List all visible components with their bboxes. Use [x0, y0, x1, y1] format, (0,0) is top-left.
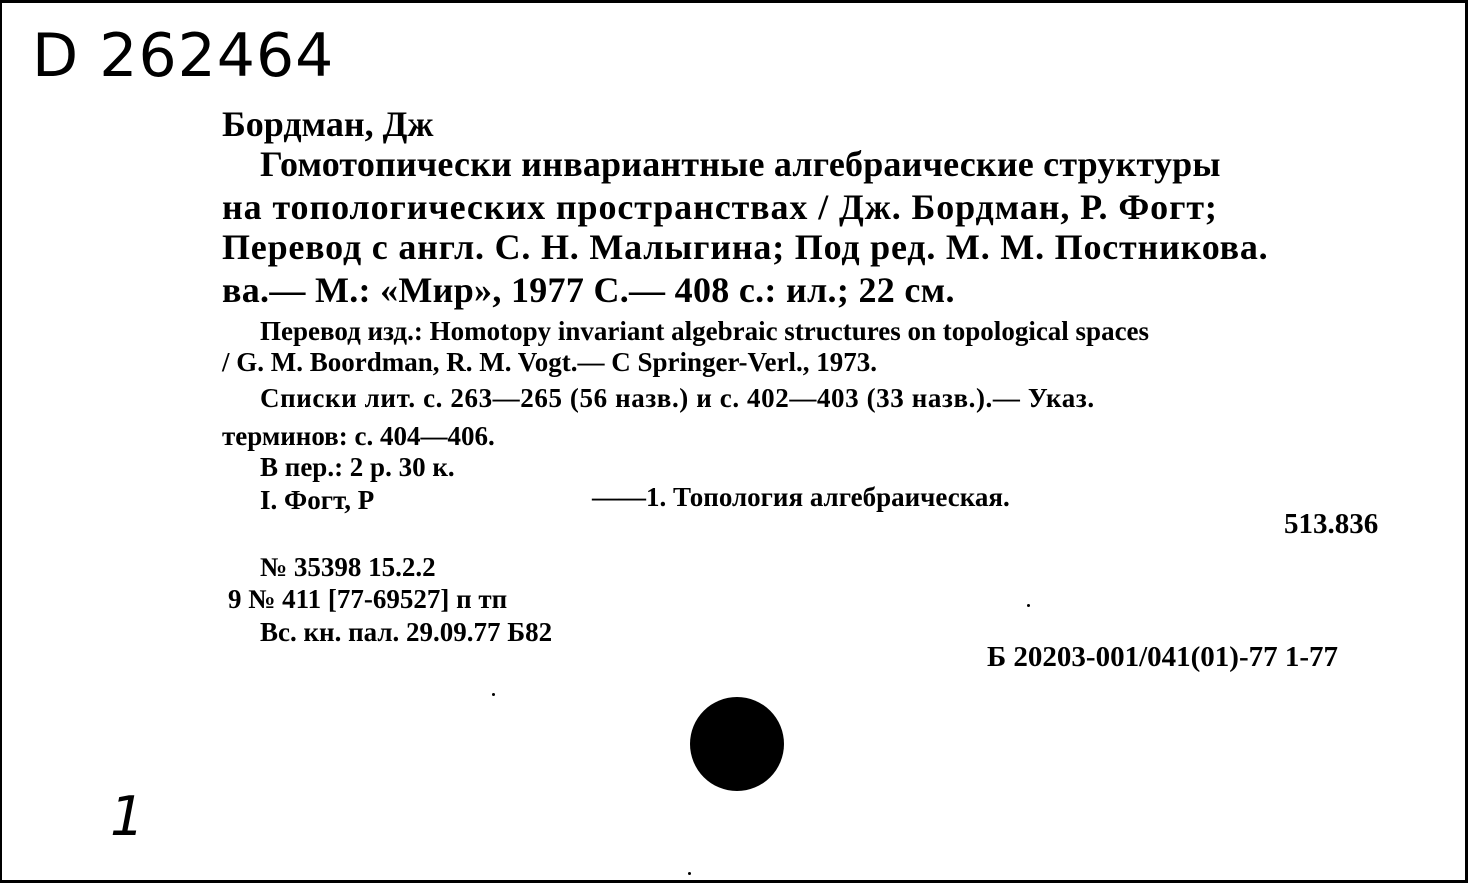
title-line-2: на топологических пространствах / Дж. Бордман, Р. Фогт; — [222, 187, 1218, 227]
original-title-line-1: Перевод изд.: Homotopy invariant algebraic structures on topological spaces — [260, 316, 1150, 346]
bibliography-line-1: Списки лит. с. 263—265 (56 назв.) и с. 402—403 (33 назв.).— Указ. — [260, 383, 1095, 413]
speck — [1027, 604, 1030, 607]
title-line-1: Гомотопически инвариантные алгебраические структуры — [260, 144, 1221, 184]
record-number-2: 9 № 411 [77-69527] п тп — [228, 584, 508, 614]
record-number-3: Вс. кн. пал. 29.09.77 Б82 — [260, 617, 553, 647]
udc-number: 513.836 — [1284, 508, 1379, 540]
title-line-3: Перевод с англ. С. Н. Малыгина; Под ред. М. М. Постникова. — [222, 227, 1269, 267]
price: В пер.: 2 р. 30 к. — [260, 452, 455, 482]
call-number: D 262464 — [32, 21, 335, 91]
bibliography-line-2: терминов: с. 404—406. — [222, 421, 495, 451]
bbk-code: Б 20203-001/041(01)-77 1-77 — [987, 641, 1339, 673]
title-line-4: ва.— М.: «Мир», 1977 С.— 408 с.: ил.; 22 см. — [222, 270, 955, 310]
added-entry: I. Фогт, Р — [260, 485, 375, 515]
punch-hole — [690, 697, 784, 791]
record-number-1: № 35398 15.2.2 — [260, 552, 436, 582]
speck — [688, 872, 691, 875]
original-title-line-2: / G. M. Boordman, R. M. Vogt.— C Springer-Verl., 1973. — [222, 347, 877, 377]
author-heading: Бордман, Дж — [222, 104, 434, 144]
subject-heading: ——1. Топология алгебраическая. — [592, 482, 1010, 512]
handwritten-mark: 1 — [110, 785, 145, 848]
speck — [492, 693, 495, 696]
